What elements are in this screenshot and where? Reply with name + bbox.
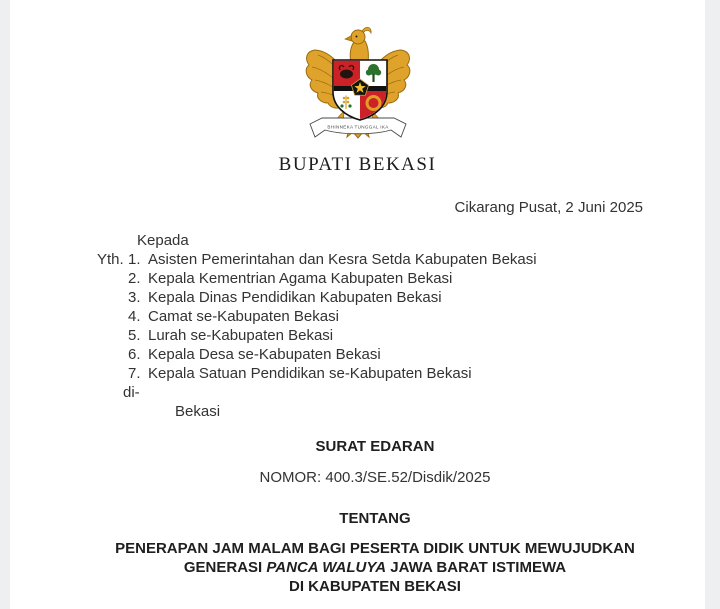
subject-title-line2: GENERASI PANCA WALUYA JAWA BARAT ISTIMEWA	[183, 559, 567, 576]
recipient-row	[128, 364, 653, 383]
recipient-row	[128, 307, 653, 326]
doc-type-heading: SURAT EDARAN	[315, 438, 435, 455]
recipient-row	[128, 326, 653, 345]
letter-page	[10, 0, 705, 609]
recipient-text: Kepala Satuan Pendidikan se-Kabupaten Bekasi	[148, 365, 472, 382]
recipient-number: 6.	[128, 346, 141, 363]
recipient-row	[128, 345, 653, 364]
subject-title-line1: PENERAPAN JAM MALAM BAGI PESERTA DIDIK UNTUK MEWUJUDKAN	[115, 540, 635, 557]
recipient-row	[128, 269, 653, 288]
yth-label: Yth.	[97, 251, 124, 268]
subject-title-line3: DI KABUPATEN BEKASI	[289, 578, 461, 595]
recipient-text: Camat se-Kabupaten Bekasi	[148, 308, 339, 325]
letter-body	[97, 198, 653, 596]
kepada-label: Kepada	[137, 232, 189, 249]
di-label: di-	[123, 384, 140, 401]
recipient-list	[97, 250, 653, 383]
recipient-number: 5.	[128, 327, 141, 344]
subject-title-italic: PANCA WALUYA	[266, 559, 387, 576]
recipient-number: 1.	[128, 251, 141, 268]
letter-subject-title	[97, 539, 653, 596]
emblem-ribbon-text: BHINNEKA TUNGGAL IKA	[326, 124, 389, 130]
recipient-row	[128, 250, 653, 269]
tentang-heading: TENTANG	[339, 510, 411, 527]
recipient-number: 4.	[128, 308, 141, 325]
recipient-city: Bekasi	[175, 403, 221, 420]
doc-number: NOMOR: 400.3/SE.52/Disdik/2025	[259, 469, 491, 486]
recipient-number: 2.	[128, 270, 141, 287]
recipient-text: Asisten Pemerintahan dan Kesra Setda Kabupaten Bekasi	[148, 251, 537, 268]
recipient-number: 3.	[128, 289, 141, 306]
recipient-text: Kepala Dinas Pendidikan Kabupaten Bekasi	[148, 289, 442, 306]
recipient-text: Kepala Kementrian Agama Kabupaten Bekasi	[148, 270, 453, 287]
dateline: Cikarang Pusat, 2 Juni 2025	[454, 199, 643, 216]
letterhead	[10, 0, 705, 176]
recipient-text: Lurah se-Kabupaten Bekasi	[148, 327, 334, 344]
recipient-text: Kepala Desa se-Kabupaten Bekasi	[148, 346, 381, 363]
recipient-number: 7.	[128, 365, 141, 382]
recipient-row	[128, 288, 653, 307]
garuda-pancasila-emblem	[302, 25, 414, 140]
letterhead-title: BUPATI BEKASI	[278, 154, 437, 175]
